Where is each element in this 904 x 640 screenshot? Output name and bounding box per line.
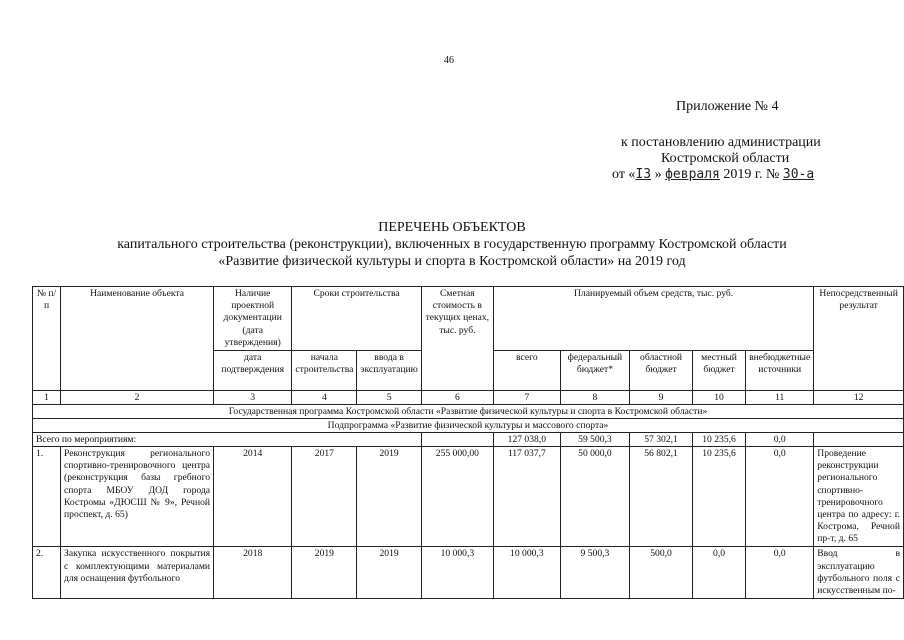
row-doc-date: 2014 (214, 446, 292, 546)
total-local: 10 235,6 (692, 432, 745, 446)
header-total: всего (493, 350, 560, 390)
total-extra: 0,0 (746, 432, 814, 446)
col-number: 6 (421, 390, 493, 404)
program-row: Государственная программа Костромской области «Развитие физической культуры и спорта в Костромской области» (33, 404, 904, 418)
total-row (33, 432, 904, 446)
row-local: 0,0 (692, 547, 745, 599)
header-terms: Сроки строительства (292, 287, 421, 351)
header-commission: ввода в эксплуатацию (357, 350, 421, 390)
col-number: 12 (814, 390, 904, 404)
appendix-label: Приложение № 4 (676, 99, 779, 114)
row-commission: 2019 (357, 446, 421, 546)
col-number: 10 (692, 390, 745, 404)
column-numbers-row (33, 390, 904, 404)
decree-day: I3 (635, 167, 652, 182)
decree-line-1: к постановлению администрации (621, 135, 821, 150)
total-regional: 57 302,1 (630, 432, 693, 446)
decree-month: февраля (665, 167, 720, 182)
total-federal: 59 500,3 (560, 432, 629, 446)
row-total: 10 000,3 (493, 547, 560, 599)
row-cost: 255 000,00 (421, 446, 493, 546)
row-total: 117 037,7 (493, 446, 560, 546)
document-subtitle-1: капитального строительства (реконструкции), включенных в государственную программу Костромской области (117, 237, 787, 252)
row-start: 2017 (292, 446, 357, 546)
table-row (33, 547, 904, 599)
header-doc: Наличие проектной документации (дата утверждения) (214, 287, 292, 351)
document-subtitle-2: «Развитие физической культуры и спорта в Костромской области» на 2019 год (218, 254, 686, 269)
decree-from: от « (612, 167, 636, 182)
header-start: начала строительства (292, 350, 357, 390)
col-number: 8 (560, 390, 629, 404)
row-num: 2. (33, 547, 61, 599)
row-extra: 0,0 (746, 446, 814, 546)
header-doc-date: дата подтверждения (214, 350, 292, 390)
page-number: 46 (444, 55, 454, 66)
col-number: 2 (61, 390, 214, 404)
decree-quote: » (654, 167, 662, 182)
decree-number: 30-а (782, 167, 815, 182)
row-local: 10 235,6 (692, 446, 745, 546)
header-result: Непосредственный результат (814, 287, 904, 391)
total-result-cell (814, 432, 904, 446)
header-extra: внебюджетные источники (746, 350, 814, 390)
col-number: 11 (746, 390, 814, 404)
col-number: 9 (630, 390, 693, 404)
col-number: 3 (214, 390, 292, 404)
row-doc-date: 2018 (214, 547, 292, 599)
row-name: Реконструкция регионального спортивно-тренировочного центра (реконструкция базы гребного спорта МБОУ ДОД города Костромы «ДЮСШ № 9», Речной проспект, д. 65) (61, 446, 214, 546)
row-federal: 9 500,3 (560, 547, 629, 599)
document-title: ПЕРЕЧЕНЬ ОБЪЕКТОВ (378, 220, 526, 235)
row-start: 2019 (292, 547, 357, 599)
row-result: Проведение реконструкции регионального спортивно-тренировочного центра по адресу: г. Кострома, Речной пр-т, д. 65 (814, 446, 904, 546)
total-cost-cell (421, 432, 493, 446)
decree-year: 2019 г. № (723, 167, 780, 182)
total-label: Всего по мероприятиям: (33, 432, 422, 446)
decree-line-2: Костромской области (661, 151, 790, 166)
header-federal: федеральный бюджет* (560, 350, 629, 390)
row-extra: 0,0 (746, 547, 814, 599)
row-regional: 56 802,1 (630, 446, 693, 546)
col-number: 5 (357, 390, 421, 404)
table-row (33, 446, 904, 546)
col-number: 7 (493, 390, 560, 404)
row-cost: 10 000,3 (421, 547, 493, 599)
col-number: 4 (292, 390, 357, 404)
header-num: № п/п (33, 287, 61, 391)
subprogram-row: Подпрограмма «Развитие физической культуры и массового спорта» (33, 418, 904, 432)
objects-table (32, 286, 904, 599)
row-commission: 2019 (357, 547, 421, 599)
row-federal: 50 000,0 (560, 446, 629, 546)
row-name: Закупка искусственного покрытия с комплектующими материалами для оснащения футбольного (61, 547, 214, 599)
header-funds: Планируемый объем средств, тыс. руб. (493, 287, 813, 351)
col-number: 1 (33, 390, 61, 404)
header-cost: Сметная стоимость в текущих ценах, тыс. руб. (421, 287, 493, 391)
header-local: местный бюджет (692, 350, 745, 390)
row-regional: 500,0 (630, 547, 693, 599)
total-all: 127 038,0 (493, 432, 560, 446)
decree-line-3 (612, 167, 814, 183)
row-result: Ввод в эксплуатацию футбольного поля с искусственным по- (814, 547, 904, 599)
row-num: 1. (33, 446, 61, 546)
header-regional: областной бюджет (630, 350, 693, 390)
header-name: Наименование объекта (61, 287, 214, 391)
